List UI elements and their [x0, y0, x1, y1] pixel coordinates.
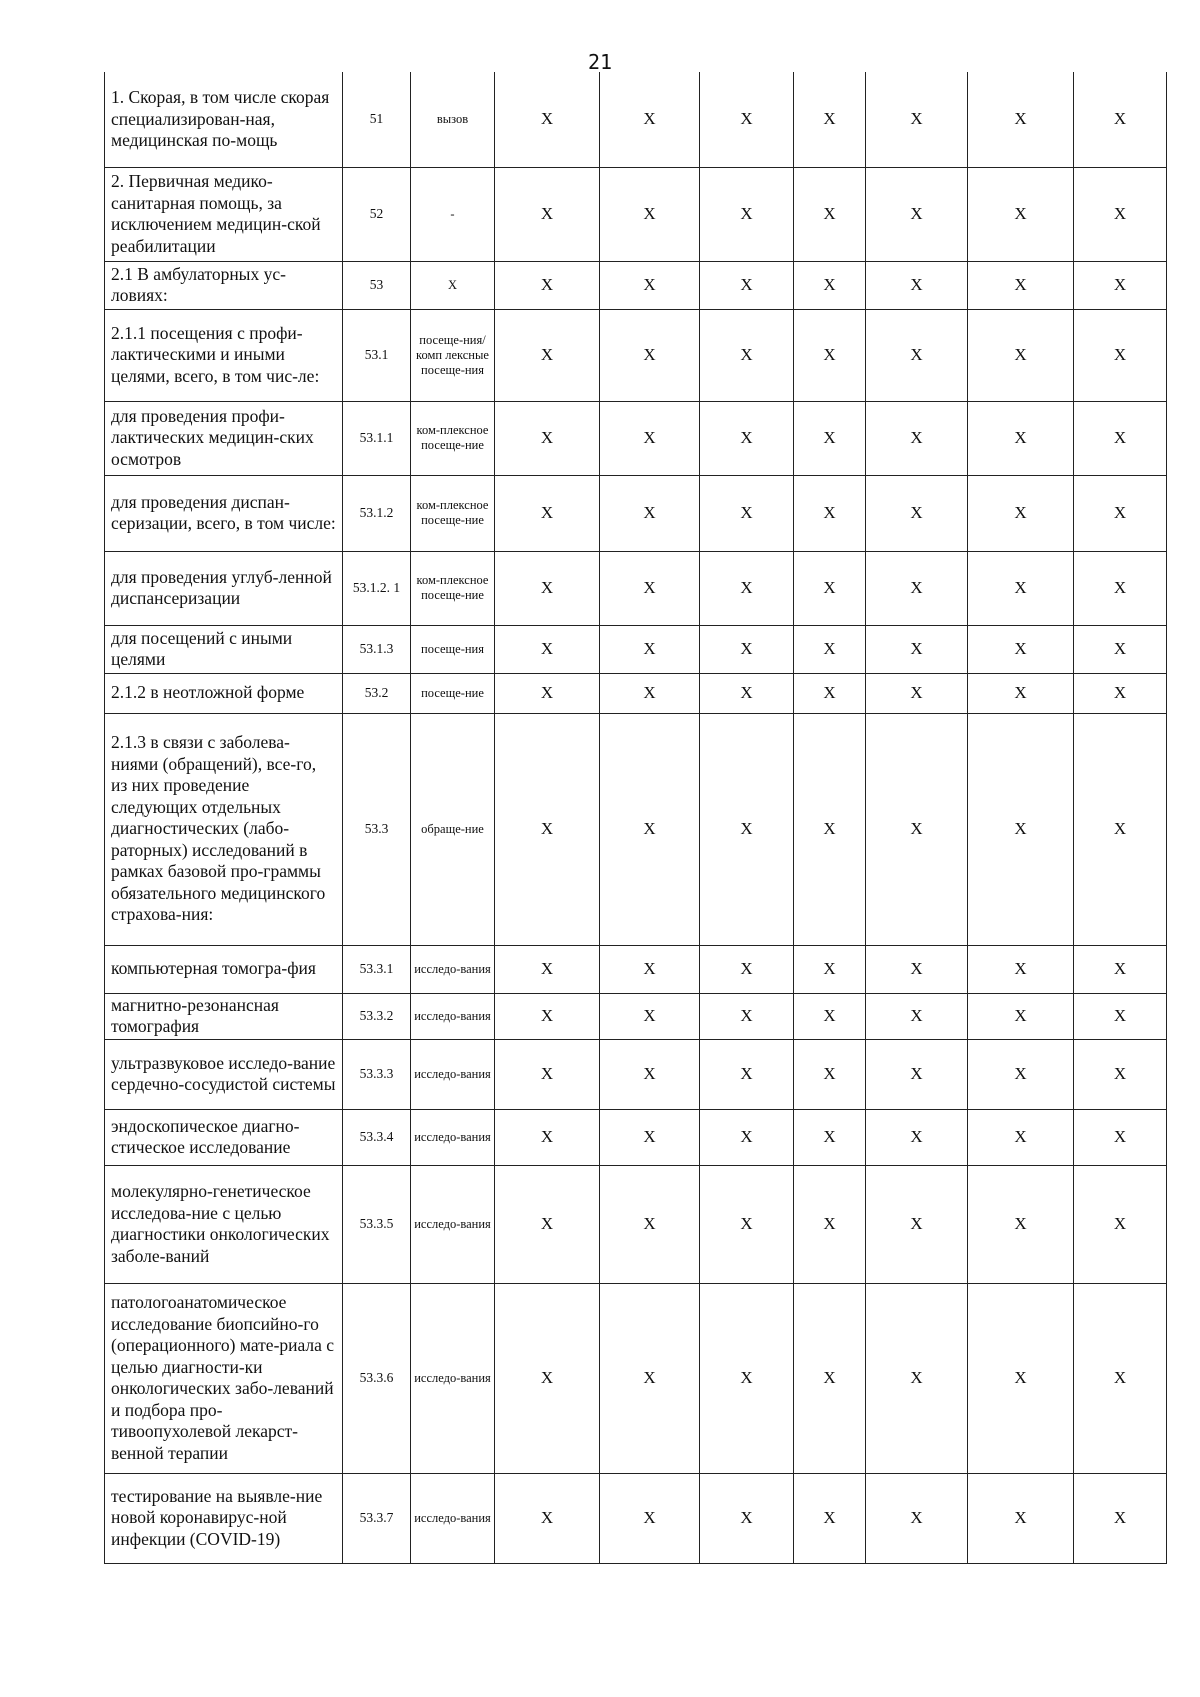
table-row [105, 309, 1167, 401]
value-cell: Х [866, 261, 968, 309]
value-cell: Х [1074, 401, 1167, 475]
table-row [105, 401, 1167, 475]
row-unit-cell: ком-плексное посеще-ние [411, 401, 495, 475]
value-cell: Х [968, 551, 1074, 625]
value-cell: Х [968, 167, 1074, 261]
value-cell: Х [495, 1165, 600, 1283]
row-unit-cell: посеще-ние [411, 673, 495, 713]
value-cell: Х [1074, 713, 1167, 945]
value-cell: Х [495, 1283, 600, 1473]
row-code-cell: 53.1.1 [343, 401, 411, 475]
value-cell: Х [600, 1109, 700, 1165]
value-cell: Х [600, 475, 700, 551]
table-row [105, 167, 1167, 261]
value-cell: Х [1074, 1109, 1167, 1165]
row-code-cell: 53.3.2 [343, 993, 411, 1039]
value-cell: Х [495, 475, 600, 551]
value-cell: Х [794, 309, 866, 401]
row-name-cell: для посещений с иными целями [105, 625, 343, 673]
value-cell: Х [600, 1165, 700, 1283]
table-row [105, 1473, 1167, 1563]
value-cell: Х [600, 945, 700, 993]
value-cell: Х [700, 72, 794, 167]
value-cell: Х [794, 1473, 866, 1563]
row-unit-cell: исследо-вания [411, 1165, 495, 1283]
value-cell: Х [794, 673, 866, 713]
row-code-cell: 53.3.5 [343, 1165, 411, 1283]
value-cell: Х [700, 551, 794, 625]
value-cell: Х [495, 401, 600, 475]
row-name-cell: 2.1.2 в неотложной форме [105, 673, 343, 713]
value-cell: Х [866, 673, 968, 713]
value-cell: Х [600, 1039, 700, 1109]
value-cell: Х [866, 993, 968, 1039]
value-cell: Х [495, 625, 600, 673]
value-cell: Х [968, 72, 1074, 167]
value-cell: Х [1074, 673, 1167, 713]
value-cell: Х [1074, 1039, 1167, 1109]
row-name-cell: 2. Первичная медико-санитарная помощь, за исключением медицин-ской реабилитации [105, 167, 343, 261]
value-cell: Х [600, 625, 700, 673]
table-row [105, 72, 1167, 167]
value-cell: Х [866, 475, 968, 551]
value-cell: Х [700, 1473, 794, 1563]
table-row [105, 1109, 1167, 1165]
value-cell: Х [968, 1039, 1074, 1109]
value-cell: Х [1074, 1283, 1167, 1473]
table-row [105, 1039, 1167, 1109]
row-code-cell: 53.2 [343, 673, 411, 713]
table-row [105, 993, 1167, 1039]
row-code-cell: 53.3.3 [343, 1039, 411, 1109]
row-name-cell: патологоанатомическое исследование биопсийно-го (операционного) мате-риала с целью диагности-ки онкологических забо-леваний и подбора про-тивоопухолевой лекарст-венной терапии [105, 1283, 343, 1473]
value-cell: Х [968, 625, 1074, 673]
row-name-cell: для проведения диспан-серизации, всего, в том числе: [105, 475, 343, 551]
value-cell: Х [495, 993, 600, 1039]
value-cell: Х [600, 261, 700, 309]
row-unit-cell: ком-плексное посеще-ние [411, 551, 495, 625]
value-cell: Х [700, 625, 794, 673]
row-unit-cell: исследо-вания [411, 993, 495, 1039]
value-cell: Х [700, 673, 794, 713]
row-unit-cell: исследо-вания [411, 945, 495, 993]
value-cell: Х [700, 1165, 794, 1283]
table-row [105, 475, 1167, 551]
value-cell: Х [866, 401, 968, 475]
value-cell: Х [968, 993, 1074, 1039]
table-row [105, 551, 1167, 625]
value-cell: Х [968, 713, 1074, 945]
value-cell: Х [968, 261, 1074, 309]
value-cell: Х [866, 713, 968, 945]
value-cell: Х [794, 1283, 866, 1473]
value-cell: Х [968, 1109, 1074, 1165]
row-code-cell: 53.1 [343, 309, 411, 401]
value-cell: Х [1074, 309, 1167, 401]
value-cell: Х [794, 625, 866, 673]
value-cell: Х [794, 401, 866, 475]
row-unit-cell: исследо-вания [411, 1109, 495, 1165]
row-unit-cell: исследо-вания [411, 1039, 495, 1109]
value-cell: Х [866, 309, 968, 401]
row-unit-cell: исследо-вания [411, 1473, 495, 1563]
value-cell: Х [968, 673, 1074, 713]
value-cell: Х [794, 261, 866, 309]
value-cell: Х [700, 475, 794, 551]
value-cell: Х [1074, 475, 1167, 551]
row-code-cell: 53.1.3 [343, 625, 411, 673]
value-cell: Х [866, 1109, 968, 1165]
value-cell: Х [600, 673, 700, 713]
row-name-cell: эндоскопическое диагно-стическое исследование [105, 1109, 343, 1165]
value-cell: Х [1074, 72, 1167, 167]
value-cell: Х [495, 167, 600, 261]
value-cell: Х [700, 167, 794, 261]
value-cell: Х [495, 1473, 600, 1563]
value-cell: Х [700, 261, 794, 309]
value-cell: Х [794, 551, 866, 625]
value-cell: Х [600, 401, 700, 475]
row-name-cell: 2.1.1 посещения с профи-лактическими и иными целями, всего, в том чис-ле: [105, 309, 343, 401]
value-cell: Х [794, 1109, 866, 1165]
row-code-cell: 53.3 [343, 713, 411, 945]
row-unit-cell: ком-плексное посеще-ние [411, 475, 495, 551]
value-cell: Х [495, 945, 600, 993]
row-name-cell: магнитно-резонансная томография [105, 993, 343, 1039]
value-cell: Х [700, 993, 794, 1039]
row-unit-cell: посеще-ния [411, 625, 495, 673]
row-unit-cell: Х [411, 261, 495, 309]
value-cell: Х [866, 625, 968, 673]
value-cell: Х [968, 475, 1074, 551]
value-cell: Х [968, 1165, 1074, 1283]
value-cell: Х [794, 993, 866, 1039]
value-cell: Х [866, 1165, 968, 1283]
value-cell: Х [495, 1109, 600, 1165]
value-cell: Х [495, 309, 600, 401]
value-cell: Х [600, 72, 700, 167]
value-cell: Х [600, 1283, 700, 1473]
value-cell: Х [968, 1283, 1074, 1473]
row-code-cell: 53.3.4 [343, 1109, 411, 1165]
row-name-cell: ультразвуковое исследо-вание сердечно-сосудистой системы [105, 1039, 343, 1109]
row-name-cell: тестирование на выявле-ние новой коронавирус-ной инфекции (COVID-19) [105, 1473, 343, 1563]
row-name-cell: компьютерная томогра-фия [105, 945, 343, 993]
value-cell: Х [600, 167, 700, 261]
row-code-cell: 51 [343, 72, 411, 167]
value-cell: Х [600, 993, 700, 1039]
table-row [105, 945, 1167, 993]
value-cell: Х [866, 1039, 968, 1109]
value-cell: Х [968, 309, 1074, 401]
row-unit-cell: - [411, 167, 495, 261]
row-code-cell: 53.3.1 [343, 945, 411, 993]
value-cell: Х [700, 1109, 794, 1165]
row-code-cell: 53 [343, 261, 411, 309]
value-cell: Х [700, 401, 794, 475]
value-cell: Х [1074, 167, 1167, 261]
table-row [105, 673, 1167, 713]
value-cell: Х [794, 72, 866, 167]
value-cell: Х [700, 713, 794, 945]
value-cell: Х [1074, 945, 1167, 993]
value-cell: Х [1074, 993, 1167, 1039]
row-unit-cell: обраще-ние [411, 713, 495, 945]
value-cell: Х [700, 1283, 794, 1473]
value-cell: Х [1074, 1165, 1167, 1283]
row-code-cell: 53.3.7 [343, 1473, 411, 1563]
row-code-cell: 52 [343, 167, 411, 261]
row-name-cell: 2.1.3 в связи с заболева-ниями (обращений), все-го, из них проведение следующих отдельных диагностических (лабо-раторных) исследований в рамках базовой про-граммы обязательного медицинского страхова-ния: [105, 713, 343, 945]
row-name-cell: 2.1 В амбулаторных ус-ловиях: [105, 261, 343, 309]
value-cell: Х [866, 72, 968, 167]
value-cell: Х [866, 551, 968, 625]
value-cell: Х [1074, 551, 1167, 625]
page-number: 21 [587, 50, 613, 74]
value-cell: Х [794, 945, 866, 993]
value-cell: Х [1074, 1473, 1167, 1563]
row-code-cell: 53.3.6 [343, 1283, 411, 1473]
value-cell: Х [1074, 625, 1167, 673]
value-cell: Х [794, 1165, 866, 1283]
value-cell: Х [600, 551, 700, 625]
value-cell: Х [866, 1283, 968, 1473]
value-cell: Х [1074, 261, 1167, 309]
table-row [105, 261, 1167, 309]
row-name-cell: молекулярно-генетическое исследова-ние с целью диагностики онкологических заболе-ваний [105, 1165, 343, 1283]
value-cell: Х [866, 1473, 968, 1563]
value-cell: Х [495, 261, 600, 309]
value-cell: Х [600, 1473, 700, 1563]
value-cell: Х [794, 1039, 866, 1109]
value-cell: Х [600, 309, 700, 401]
row-unit-cell: исследо-вания [411, 1283, 495, 1473]
value-cell: Х [968, 401, 1074, 475]
value-cell: Х [700, 309, 794, 401]
value-cell: Х [495, 551, 600, 625]
value-cell: Х [794, 713, 866, 945]
value-cell: Х [600, 713, 700, 945]
value-cell: Х [700, 1039, 794, 1109]
table-row [105, 1283, 1167, 1473]
value-cell: Х [968, 1473, 1074, 1563]
value-cell: Х [495, 1039, 600, 1109]
value-cell: Х [794, 475, 866, 551]
row-name-cell: 1. Скорая, в том числе скорая специализирован-ная, медицинская по-мощь [105, 72, 343, 167]
value-cell: Х [968, 945, 1074, 993]
value-cell: Х [495, 713, 600, 945]
table-row [105, 625, 1167, 673]
row-code-cell: 53.1.2 [343, 475, 411, 551]
value-cell: Х [866, 167, 968, 261]
value-cell: Х [700, 945, 794, 993]
medical-care-table [104, 72, 1167, 1564]
value-cell: Х [495, 673, 600, 713]
value-cell: Х [794, 167, 866, 261]
row-unit-cell: вызов [411, 72, 495, 167]
row-name-cell: для проведения профи-лактических медицин-ских осмотров [105, 401, 343, 475]
row-code-cell: 53.1.2. 1 [343, 551, 411, 625]
value-cell: Х [495, 72, 600, 167]
table-row [105, 713, 1167, 945]
table-row [105, 1165, 1167, 1283]
row-name-cell: для проведения углуб-ленной диспансеризации [105, 551, 343, 625]
row-unit-cell: посеще-ния/комп лексные посеще-ния [411, 309, 495, 401]
value-cell: Х [866, 945, 968, 993]
